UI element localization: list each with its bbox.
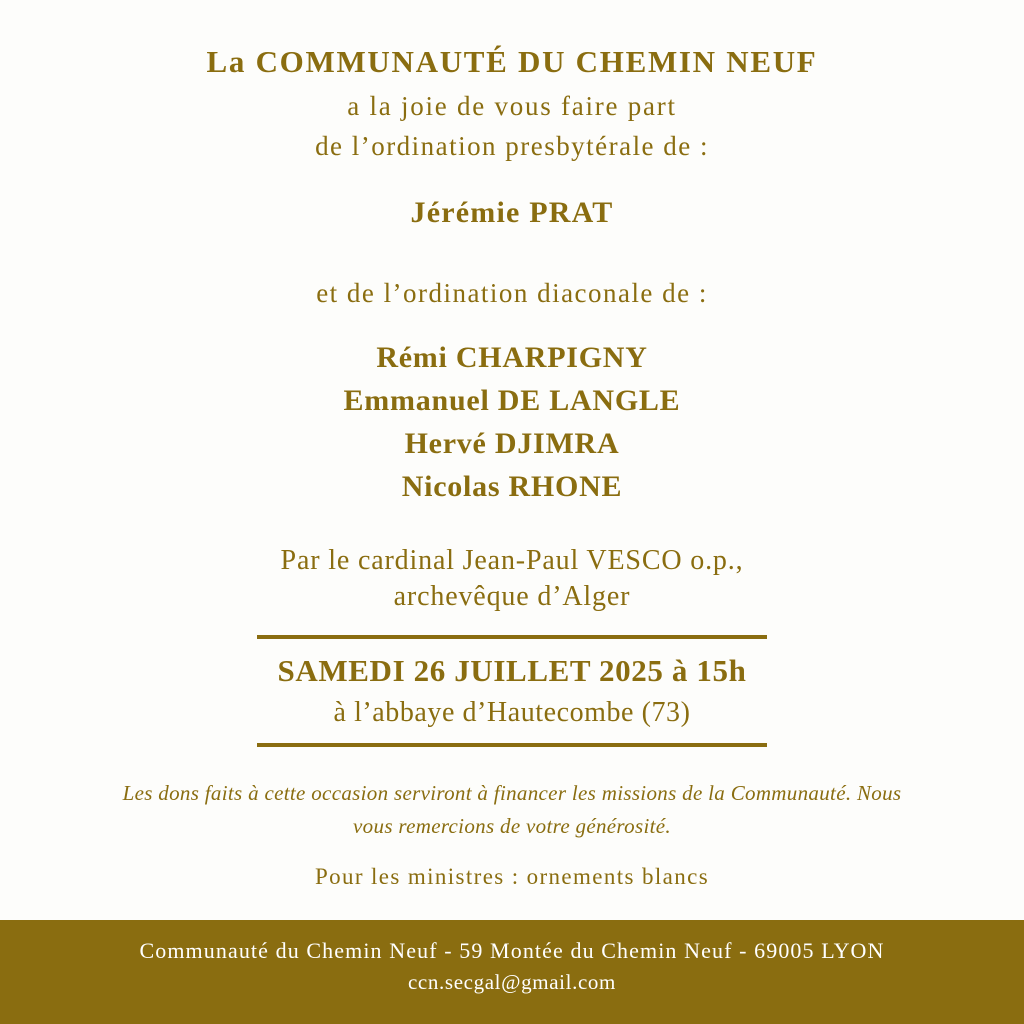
deacon-name: Hervé DJIMRA: [404, 427, 620, 460]
ordination-type-priest: de l’ordination presbytérale de :: [315, 131, 709, 161]
event-location: à l’abbaye d’Hautecombe (73): [333, 697, 691, 728]
divider-bottom: [257, 743, 767, 747]
deacon-name-list: [344, 341, 681, 513]
donation-note: Les dons faits à cette occasion serviront à financer les missions de la Communauté. Nous vous remercions de votre générosité.: [122, 781, 902, 838]
footer-address: Communauté du Chemin Neuf - 59 Montée du Chemin Neuf - 69005 LYON: [139, 938, 885, 963]
community-name: La COMMUNAUTÉ DU CHEMIN NEUF: [206, 44, 818, 79]
ordination-type-deacon: et de l’ordination diaconale de :: [316, 278, 708, 308]
divider-top: [257, 635, 767, 639]
footer-bar: [0, 920, 1024, 1024]
deacon-name: Emmanuel DE LANGLE: [343, 384, 681, 417]
celebrant-name: Par le cardinal Jean-Paul VESCO o.p.,: [280, 545, 744, 576]
footer-email[interactable]: ccn.secgal@gmail.com: [407, 970, 617, 994]
vestments-note: Pour les ministres : ornements blancs: [314, 864, 710, 890]
priest-name: Jérémie PRAT: [410, 196, 614, 229]
celebrant-title: archevêque d’Alger: [393, 581, 631, 612]
deacon-name: Nicolas RHONE: [401, 470, 623, 503]
deacon-name: Rémi CHARPIGNY: [376, 341, 648, 374]
announcement-intro-line: a la joie de vous faire part: [347, 91, 677, 121]
event-date: SAMEDI 26 JUILLET 2025 à 15h: [277, 653, 747, 688]
